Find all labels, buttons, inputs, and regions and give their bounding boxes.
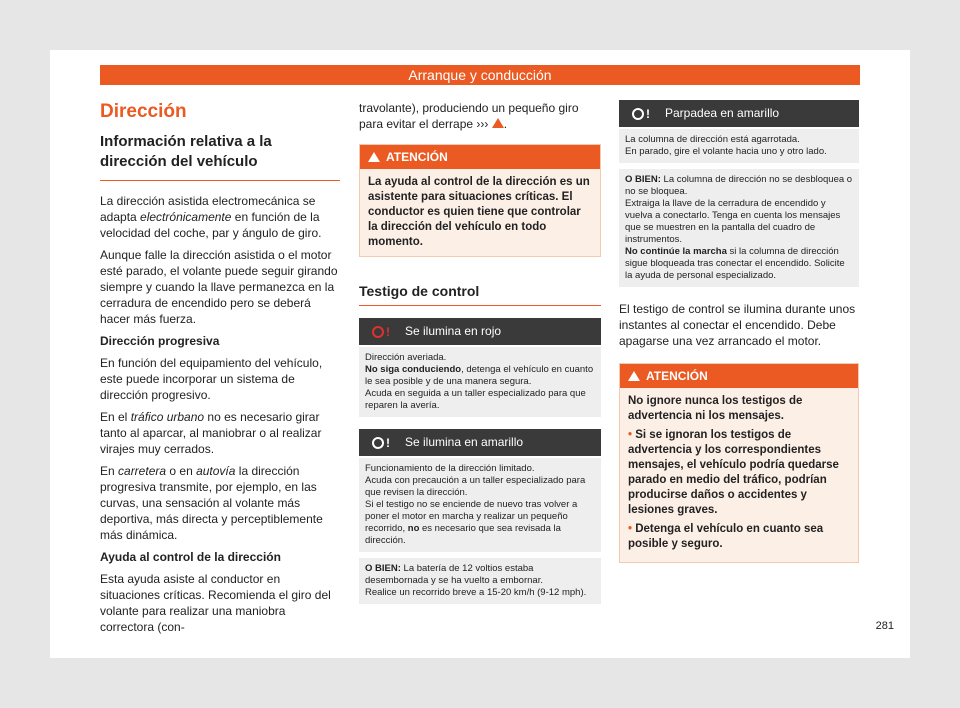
paragraph: Aunque falle la dirección asistida o el motor esté parado, el volante puede seguir girando siempre y cuando la llave permanezca en la cerradura de encendido pero se deberá hacer más fuerza. xyxy=(100,248,338,326)
warning-icon xyxy=(368,152,380,162)
lamp-blink-header: ! Parpadea en amarillo xyxy=(619,100,859,127)
lamp-yellow-box xyxy=(359,429,601,604)
warning-box xyxy=(359,144,601,257)
lamp-yellow-body: Funcionamiento de la dirección limitado. Acuda con precaución a un taller especializado para que revisen la dirección. Si el testigo no se enciende de nuevo tras volver a poner el motor en marcha y realizar un pequeño recorrido, no es necesario que sea revisada la dirección. xyxy=(359,458,601,552)
heading-progressive: Dirección progresiva xyxy=(100,334,220,348)
paragraph: travolante), produciendo un pequeño giro para evitar el derrape ››› . xyxy=(359,101,579,131)
paragraph: En el tráfico urbano no es necesario girar tanto al aparcar, al maniobrar o al realizar virajes muy cerrados. xyxy=(100,410,322,456)
section-title: Testigo de control xyxy=(359,279,601,306)
lamp-blink-box xyxy=(619,100,859,287)
steering-wheel-icon xyxy=(372,437,384,449)
page-number: 281 xyxy=(875,620,894,632)
warning-box xyxy=(619,363,859,563)
steering-wheel-icon xyxy=(372,326,384,338)
lamp-yellow-alt: O BIEN: La batería de 12 voltios estaba desembornada y se ha vuelto a embornar. Realice un recorrido breve a 15-20 km/h (9-12 mph). xyxy=(359,558,601,604)
paragraph: Esta ayuda asiste al conductor en situaciones críticas. Recomienda el giro del volante para realizar una maniobra correctora (con- xyxy=(100,572,331,634)
lamp-red-header: ! Se ilumina en rojo xyxy=(359,318,601,345)
warning-text: La ayuda al control de la dirección es un asistente para situaciones críticas. El conductor es quien tiene que controlar la dirección del vehículo en todo momento. xyxy=(368,176,590,248)
paragraph: En carretera o en autovía la dirección progresiva transmite, por ejemplo, en las curvas, una sensación al volante más deportiva, más directa y perceptiblemente más dinámica. xyxy=(100,464,323,542)
lamp-red-body: Dirección averiada. No siga conduciendo, detenga el vehículo en cuanto le sea posible y de una manera segura. Acuda en seguida a un taller especializado para que reparen la avería. xyxy=(359,347,601,417)
page-title: Dirección xyxy=(100,101,187,122)
paragraph: El testigo de control se ilumina durante unos instantes al conectar el encendido. Debe apagarse una vez arrancado el motor. xyxy=(619,301,856,348)
lamp-blink-alt: O BIEN: La columna de dirección no se desbloquea o no se bloquea. Extraiga la llave de la cerradura de encendido y vuelva a conectarlo. Tenga en cuenta los mensajes que se muestren en la pantalla del cuadro de instrumentos. No continúe la marcha si la columna de dirección sigue bloqueada tras conectar el encendido. Solicite la ayuda de personal especializado. xyxy=(619,169,859,287)
column-3 xyxy=(619,100,859,563)
paragraph: La dirección asistida electromecánica se adapta electrónicamente en función de la velocidad del coche, par y ángulo de giro. xyxy=(100,194,322,240)
heading-steering-assist: Ayuda al control de la dirección xyxy=(100,550,281,564)
warning-header: ATENCIÓN xyxy=(620,364,858,388)
lamp-yellow-header: ! Se ilumina en amarillo xyxy=(359,429,601,456)
column-2 xyxy=(359,100,601,604)
section-subtitle: Información relativa a la dirección del vehículo xyxy=(100,132,340,181)
lamp-blink-body: La columna de dirección está agarrotada. En parado, gire el volante hacia uno y otro lado. xyxy=(619,129,859,163)
column-1 xyxy=(100,100,340,641)
warning-header: ATENCIÓN xyxy=(360,145,600,169)
paragraph: En función del equipamiento del vehículo, este puede incorporar un sistema de dirección progresivo. xyxy=(100,356,323,402)
warning-text: No ignore nunca los testigos de advertencia ni los mensajes. • Si se ignoran los testigos de advertencia y los correspondientes mensajes, el vehículo podría quedarse parado en medio del tráfico, podrían producirse daños o accidentes y lesiones graves. • Detenga el vehículo en cuanto sea posible y seguro. xyxy=(620,388,858,562)
section-header: Arranque y conducción xyxy=(100,65,860,85)
steering-wheel-icon xyxy=(632,108,644,120)
warning-icon xyxy=(628,371,640,381)
warning-icon xyxy=(492,118,504,128)
lamp-red-box xyxy=(359,318,601,417)
